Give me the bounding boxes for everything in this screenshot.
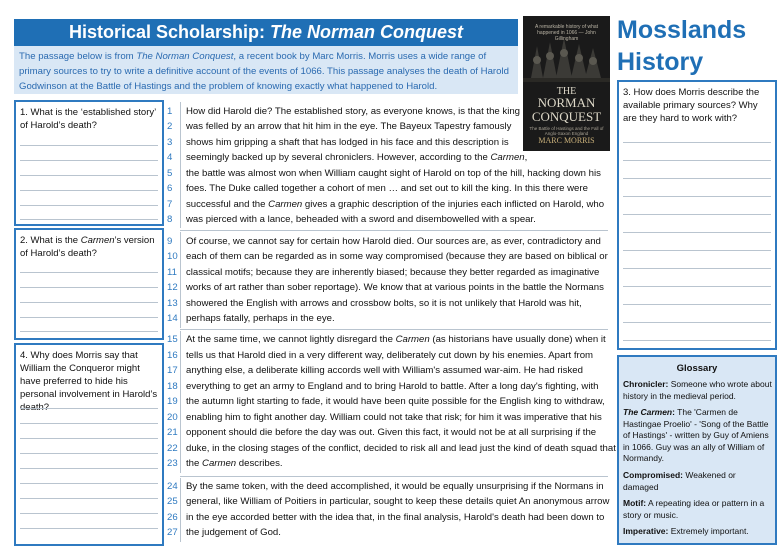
answer-line <box>20 408 158 409</box>
passage-line: 27 the judgement of God. <box>167 527 281 538</box>
answer-line <box>20 205 158 206</box>
passage-line: 13 showered the English with arrows and crossbow bolts, so it is not unlikely that Harold was hit, <box>167 298 582 309</box>
answer-line <box>623 178 771 179</box>
glossary-entry-carmen: The Carmen: The 'Carmen de Hastingae Proelio' - 'Song of the Battle of Hastings' - written by Guy of Amiens in 1066. Guy was an ally of William of Normandy. <box>623 407 769 463</box>
answer-line <box>623 214 771 215</box>
answer-line <box>20 190 158 191</box>
passage-line: 6 foes. The Duke called together a cohort of men … and set out to kill the king. In this there were <box>167 183 588 194</box>
answer-line <box>20 302 158 303</box>
passage <box>167 0 617 553</box>
answer-line <box>20 423 158 424</box>
school-name: Mosslands History <box>617 16 747 76</box>
answer-line <box>623 304 771 305</box>
answer-line <box>623 268 771 269</box>
answer-line <box>623 160 771 161</box>
worksheet-title: Historical Scholarship: The Norman Conquest <box>14 19 518 46</box>
passage-line: 23 the Carmen describes. <box>167 458 283 469</box>
answer-line <box>20 272 158 273</box>
answer-line <box>20 483 158 484</box>
question-1-text: 1. What is the ‘established story’ of Harold’s death? <box>20 107 156 131</box>
answer-line <box>623 142 771 143</box>
glossary-entry-imperative: Imperative: Extremely important. <box>623 526 749 536</box>
answer-line <box>20 468 158 469</box>
passage-line: 14 perhaps fatally, perhaps in the eye. <box>167 313 335 324</box>
question-4-text: 4. Why does Morris say that William the Conqueror might have preferred to hide his personal involvement in Harold’s death? <box>20 350 158 413</box>
answer-line <box>623 340 771 341</box>
question-1-box[interactable] <box>14 100 164 226</box>
answer-line <box>20 317 158 318</box>
passage-line: 10 each of them can be regarded as in some way compromised (because they are based on biblical or <box>167 251 608 262</box>
cover-the: THE <box>556 86 577 97</box>
answer-line <box>20 287 158 288</box>
answer-line <box>20 175 158 176</box>
passage-line: 17 anything else, a deliberate killing accords well with William's assumed war-aim. He had risked <box>167 365 583 376</box>
answer-line <box>20 160 158 161</box>
answer-line <box>20 453 158 454</box>
passage-line: 3 shows him gripping a shaft that has lodged in his face and this description is <box>167 137 509 148</box>
passage-line: 16 tells us that Harold died in a very different way, deliberately cut down by his enemies. Apart from <box>167 350 594 361</box>
question-2-box[interactable] <box>14 228 164 340</box>
question-3-box[interactable] <box>617 80 777 350</box>
passage-line: 8 was pierced with a lance, beheaded with a sword and disembowelled with a spear. <box>167 214 536 225</box>
answer-line <box>20 528 158 529</box>
passage-line: 9 Of course, we cannot say for certain how Harold died. Our sources are, as ever, contradictory and <box>167 236 601 247</box>
glossary-entry-chronicler: Chronicler: Someone who wrote about history in the medieval period. <box>623 379 772 401</box>
passage-line: 22 duke, in the closing stages of the conflict, decided to risk all and lead just the kind of death squad that <box>167 443 616 454</box>
cover-author: MARC MORRIS <box>538 136 595 145</box>
answer-line <box>20 219 158 220</box>
answer-line <box>623 286 771 287</box>
passage-line: 5 the battle was almost won when William caught sight of Harold on top of the hill, hacking down his <box>167 168 601 179</box>
glossary-entry-motif: Motif: A repeating idea or pattern in a story or music. <box>623 498 765 520</box>
passage-line: 11 classical motifs; because they are inherently biased; because they better regarded as imaginative <box>167 267 600 278</box>
answer-line <box>623 250 771 251</box>
passage-line: 15 At the same time, we cannot lightly disregard the Carmen (as historians have usually done) when it <box>167 334 606 345</box>
question-3-text: 3. How does Morris describe the available primary sources? Why are they hard to work with? <box>623 87 760 124</box>
passage-line: 21 opponent should die before the day was out. Given this fact, it would not be at all surprising if the <box>167 427 597 438</box>
passage-line: 24 By the same token, with the deed accomplished, it would be equally unsurprising if the Normans in <box>167 481 604 492</box>
passage-line: 26 in the eye accorded better with the idea that, in the final analysis, Harold's death had been down to <box>167 512 605 523</box>
answer-line <box>20 331 158 332</box>
answer-line <box>623 322 771 323</box>
passage-line: 20 enabling him to fight another day. William could not take that risk; for him it was imperative that his <box>167 412 602 423</box>
glossary-box <box>617 355 777 545</box>
glossary-entry-compromised: Compromised: Weakened or damaged <box>623 470 736 492</box>
passage-line: 4 seemingly backed up by several chroniclers. However, according to the Carmen, <box>167 152 528 163</box>
glossary-heading: Glossary <box>676 363 718 374</box>
passage-line: 2 was felled by an arrow that hit him in the eye. The Bayeux Tapestry famously <box>167 121 512 132</box>
answer-line <box>623 232 771 233</box>
passage-line: 19 the autumn light starting to fade, it would have been quite possible for the English king to withdraw, <box>167 396 605 407</box>
answer-line <box>20 438 158 439</box>
answer-line <box>20 498 158 499</box>
cover-quote: A remarkable history of what happened in 1066 — John Gillingham <box>534 24 599 42</box>
passage-line: 12 works of art rather than sober reportage). We know that at various points in the battle the Normans <box>167 282 604 293</box>
answer-line <box>623 196 771 197</box>
question-4-box[interactable] <box>14 343 164 546</box>
answer-line <box>20 513 158 514</box>
answer-line <box>20 145 158 146</box>
question-2-text: 2. What is the Carmen’s version of Harold’s death? <box>20 235 155 259</box>
passage-line: 7 successful and the Carmen gives a graphic description of the injuries each inflicted on Harold, who <box>167 199 605 210</box>
passage-line: 1 How did Harold die? The established story, as everyone knows, is that the king <box>167 106 521 117</box>
intro-text: The passage below is from The Norman Conquest, a recent book by Marc Morris. Morris uses a wide range of primary sources to try to write a definitive account of the events of 1066. This passage analyses the death of Harold Godwinson at the Battle of Hastings and the problem of knowing exactly what happened to Harold. <box>14 46 518 94</box>
cover-subtitle: The Battle of Hastings and the Fall of Anglo-Saxon England <box>529 126 604 136</box>
passage-line: 18 everything to get an army to England and to bring Harold to battle. After a long day's fighting, with <box>167 381 599 392</box>
passage-line: 25 general, like William of Poitiers in particular, sought to keep these details quiet An anonymous arrow <box>167 496 610 507</box>
cover-title: NORMAN CONQUEST <box>531 95 602 124</box>
